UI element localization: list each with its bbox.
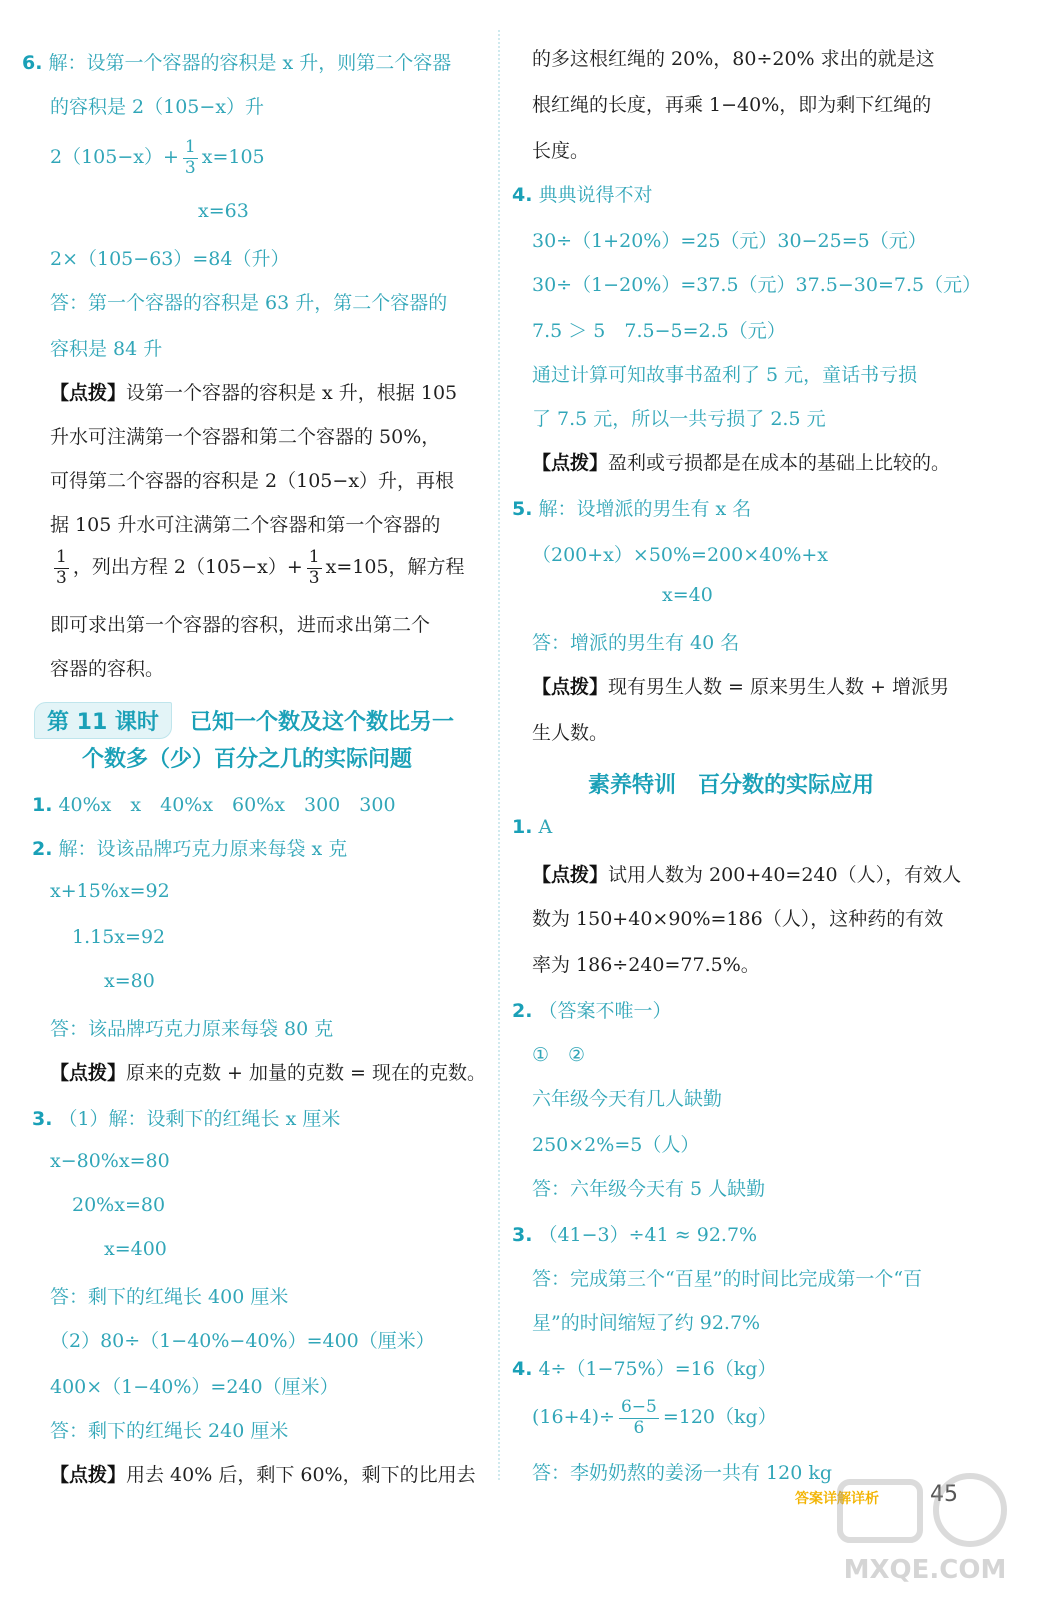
q6-equation2: x=63 — [198, 200, 249, 222]
q4-tip — [532, 448, 950, 475]
frac-bottom: 3 — [56, 567, 67, 588]
q6-tip-line2: 升水可注满第一个容器和第二个容器的 50%， — [50, 426, 441, 448]
s2-line1 — [512, 996, 671, 1023]
watermark-text: MXQE.COM — [843, 1555, 1007, 1585]
tip-tag: 【点拨】 — [532, 864, 609, 886]
q5-line1 — [512, 494, 751, 521]
tip-tag: 【点拨】 — [50, 382, 127, 404]
q4-answer2: 了 7.5 元，所以一共亏损了 2.5 元 — [532, 408, 826, 430]
frac-top: 1 — [56, 547, 67, 567]
q2-number: 2. — [32, 838, 53, 860]
q6-tip-line1 — [50, 378, 457, 405]
q1-number: 1. — [32, 794, 53, 816]
q6-answer1: 答：第一个容器的容积是 63 升，第二个容器的 — [50, 292, 448, 314]
frac-bottom: 3 — [308, 567, 320, 588]
q5-eq1: （200+x）×50%=200×40%+x — [532, 544, 829, 566]
s2-line4: 250×2%=5（人） — [532, 1134, 700, 1156]
page-number: 45 — [930, 1482, 958, 1507]
tip-tag: 【点拨】 — [50, 1464, 127, 1486]
s4-part-a: (16+4)÷ — [532, 1406, 615, 1429]
q5-eq2: x=40 — [662, 584, 713, 606]
q6-tip-line4: 据 105 升水可注满第二个容器和第一个容器的 — [50, 514, 441, 536]
q4-answer1: 通过计算可知故事书盈利了 5 元，童话书亏损 — [532, 364, 918, 386]
q4-eq3: 7.5 ＞ 5 7.5−5=2.5（元） — [532, 320, 786, 342]
s1-number: 1. — [512, 816, 533, 838]
frac-top: 6−5 — [620, 1397, 657, 1417]
q2-tip — [50, 1058, 486, 1085]
s2-text: （答案不唯一） — [538, 1000, 672, 1022]
s3-text: （41−3）÷41 ≈ 92.7% — [538, 1224, 758, 1246]
tip-continue-3: 长度。 — [532, 140, 590, 162]
fraction-one-third — [54, 548, 69, 588]
frac-bottom: 6 — [633, 1417, 645, 1438]
q6-equation3: 2×（105−63）=84（升） — [50, 248, 290, 270]
tip-continue-1: 的多这根红绳的 20%，80÷20% 求出的就是这 — [532, 48, 935, 70]
q3-eq3: x=400 — [104, 1238, 167, 1260]
tip-text: 试用人数为 200+40=240（人），有效人 — [608, 864, 962, 886]
q6-line2: 的容积是 2（105−x）升 — [50, 96, 265, 118]
tip5-part-b: x=105，解方程 — [325, 556, 465, 579]
q6-tip-line3: 可得第二个容器的容积是 2（105−x）升，再根 — [50, 470, 455, 492]
q2-eq2: 1.15x=92 — [72, 926, 166, 948]
s2-line2: ① ② — [532, 1044, 586, 1066]
tip-tag: 【点拨】 — [50, 1062, 127, 1084]
q3-part2: （2）80÷（1−40%−40%）=400（厘米） — [50, 1330, 435, 1352]
q3-tip — [50, 1460, 476, 1487]
eq1-part-a: 2（105−x）+ — [50, 146, 179, 169]
q6-line1 — [22, 48, 451, 75]
s4-line1 — [512, 1354, 776, 1381]
watermark-logo — [820, 1470, 1030, 1590]
column-divider — [498, 30, 500, 1480]
s2-line3: 六年级今天有几人缺勤 — [532, 1088, 723, 1110]
lesson-q3 — [32, 1104, 340, 1131]
q6-answer2: 容积是 84 升 — [50, 338, 163, 360]
s2-answer: 答：六年级今天有 5 人缺勤 — [532, 1178, 766, 1200]
q5-text: 解：设增派的男生有 x 名 — [538, 498, 752, 520]
tip-tag: 【点拨】 — [532, 676, 609, 698]
frac-bottom: 3 — [184, 157, 196, 178]
eq1-part-b: x=105 — [201, 146, 265, 169]
q5-number: 5. — [512, 498, 533, 520]
q4-line1 — [512, 180, 652, 207]
lesson-title-text1: 已知一个数及这个数比另一 — [189, 710, 454, 735]
s4-part-b: =120（kg） — [662, 1406, 777, 1429]
fraction-one-third — [307, 548, 322, 588]
q4-text: 典典说得不对 — [538, 184, 653, 206]
q6-number: 6. — [22, 52, 43, 74]
q4-number: 4. — [512, 184, 533, 206]
special-training-title: 素养特训 百分数的实际应用 — [588, 773, 875, 798]
s3-number: 3. — [512, 1224, 533, 1246]
q5-tip1 — [532, 672, 949, 699]
q3-eq1: x−80%x=80 — [50, 1150, 170, 1172]
s3-answer2: 星”的时间缩短了约 92.7% — [532, 1312, 761, 1334]
tip-text: 原来的克数 + 加量的克数 = 现在的克数。 — [126, 1062, 487, 1084]
s3-answer1: 答：完成第三个“百星”的时间比完成第一个“百 — [532, 1268, 923, 1290]
tip-text: 设第一个容器的容积是 x 升，根据 105 — [126, 382, 458, 404]
q5-answer: 答：增派的男生有 40 名 — [532, 632, 740, 654]
q3-text: （1）解：设剩下的红绳长 x 厘米 — [58, 1108, 341, 1130]
s1-tip2: 数为 150+40×90%=186（人），这种药的有效 — [532, 908, 944, 930]
tip-text: 用去 40% 后，剩下 60%，剩下的比用去 — [126, 1464, 476, 1486]
q3-number: 3. — [32, 1108, 53, 1130]
lesson-title-line2: 个数多（少）百分之几的实际问题 — [82, 747, 413, 772]
q6-tip-line7: 容器的容积。 — [50, 658, 165, 680]
lesson-q2 — [32, 834, 347, 861]
q2-answer: 答：该品牌巧克力原来每袋 80 克 — [50, 1018, 334, 1040]
q3-answer2: 答：剩下的红绳长 240 厘米 — [50, 1420, 289, 1442]
q2-eq3: x=80 — [104, 970, 155, 992]
lesson-q1 — [32, 790, 396, 817]
q2-text: 解：设该品牌巧克力原来每袋 x 克 — [58, 838, 348, 860]
s1-answer: A — [538, 816, 553, 838]
s1-tip3: 率为 186÷240=77.5%。 — [532, 954, 760, 976]
q3-eq2: 20%x=80 — [72, 1194, 166, 1216]
q3-answer1: 答：剩下的红绳长 400 厘米 — [50, 1286, 289, 1308]
q6-tip-line5 — [50, 548, 465, 588]
frac-top: 1 — [308, 547, 320, 567]
lesson-badge: 第 11 课时 — [34, 702, 172, 739]
q6-tip-line6: 即可求出第一个容器的容积，进而求出第二个 — [50, 614, 431, 636]
q3-part3: 400×（1−40%）=240（厘米） — [50, 1376, 339, 1398]
q5-tip2: 生人数。 — [532, 722, 609, 744]
s1-line — [512, 816, 552, 838]
q6-equation1 — [50, 138, 265, 178]
tip-tag: 【点拨】 — [532, 452, 609, 474]
q1-answer: 40%x x 40%x 60%x 300 300 — [58, 794, 396, 816]
lesson-title-line1 — [34, 702, 454, 739]
s4-answer: 答：李奶奶熬的姜汤一共有 120 kg — [532, 1462, 833, 1484]
tip5-part-a: ，列出方程 2（105−x）+ — [72, 556, 303, 579]
q4-eq1: 30÷（1+20%）=25（元）30−25=5（元） — [532, 230, 927, 252]
s1-tip1 — [532, 860, 961, 887]
s4-number: 4. — [512, 1358, 533, 1380]
fraction-one-third — [183, 138, 198, 178]
s3-line1 — [512, 1220, 757, 1247]
s4-line2 — [532, 1398, 777, 1438]
q2-eq1: x+15%x=92 — [50, 880, 170, 902]
tip-text: 现有男生人数 = 原来男生人数 + 增派男 — [608, 676, 950, 698]
q6-text1: 解：设第一个容器的容积是 x 升，则第二个容器 — [48, 52, 452, 74]
s4-text: 4÷（1−75%）=16（kg） — [538, 1358, 777, 1380]
tip-continue-2: 根红绳的长度，再乘 1−40%，即为剩下红绳的 — [532, 94, 932, 116]
fraction-six-minus-five-over-six — [619, 1398, 659, 1438]
q4-eq2: 30÷（1−20%）=37.5（元）37.5−30=7.5（元） — [532, 274, 982, 296]
frac-top: 1 — [184, 137, 196, 157]
footer-label: 答案详解详析 — [795, 1491, 879, 1507]
s2-number: 2. — [512, 1000, 533, 1022]
tip-text: 盈利或亏损都是在成本的基础上比较的。 — [608, 452, 951, 474]
